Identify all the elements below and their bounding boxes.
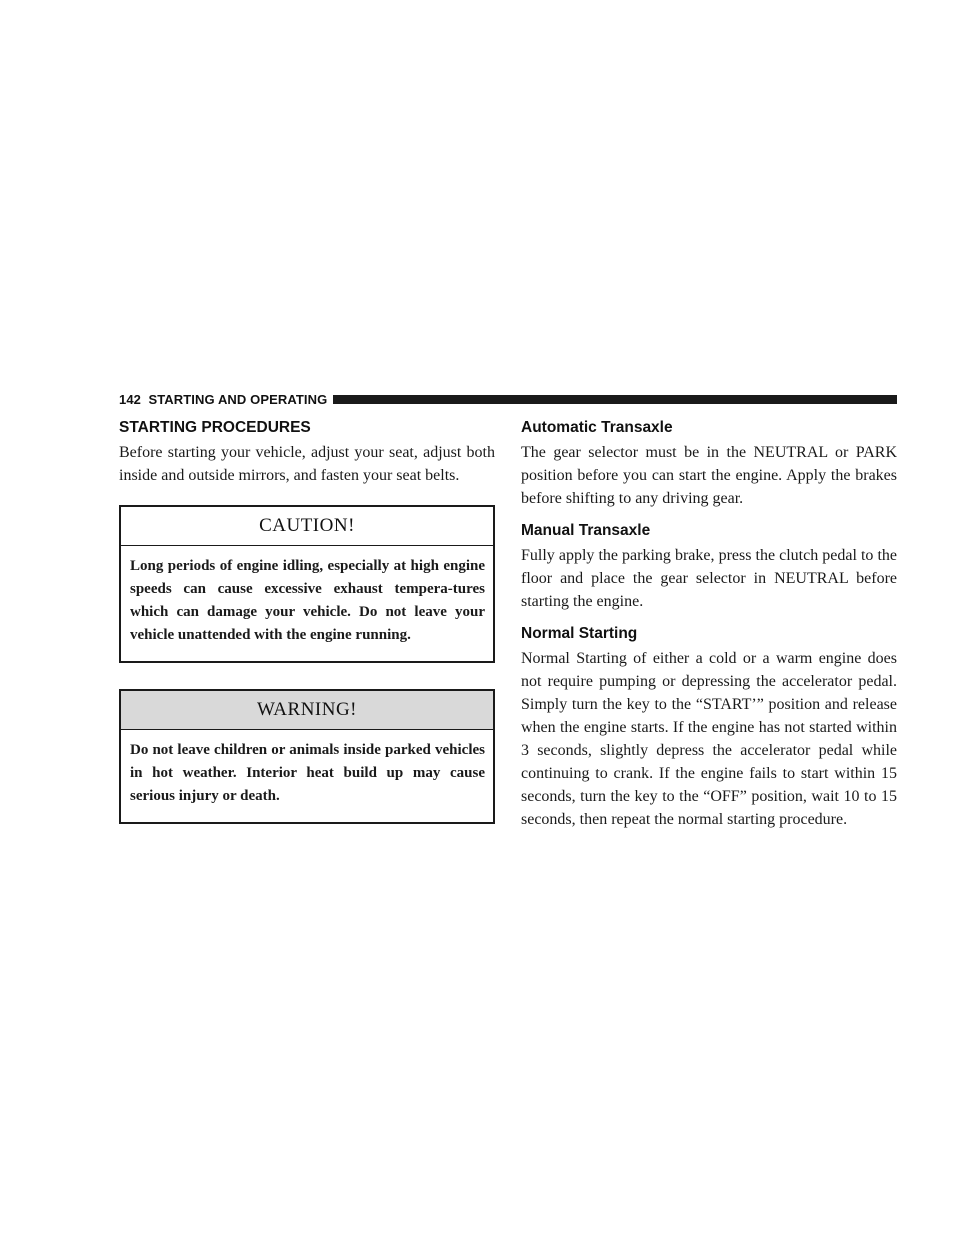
automatic-transaxle-text: The gear selector must be in the NEUTRAL or PARK position before you can start the engine. Apply the brakes before shifting to any driving gear.	[521, 444, 897, 507]
starting-procedures-intro: Before starting your vehicle, adjust your seat, adjust both inside and outside mirrors, and fasten your seat belts.	[119, 444, 495, 484]
section-title: STARTING AND OPERATING	[148, 391, 328, 407]
manual-transaxle-heading: Manual Transaxle	[521, 522, 651, 539]
normal-starting-text: Normal Starting of either a cold or a warm engine does not require pumping or depressing the accelerator pedal. Simply turn the key to the “START’” position and release when the engine starts. If the engine has not started within 3 seconds, slightly depress the accelerator pedal while continuing to crank. If the engine fails to start within 15 seconds, turn the key to the “OFF” position, wait 10 to 15 seconds, then repeat the normal starting procedure.	[521, 650, 897, 828]
right-column	[521, 419, 897, 831]
page-number: 142	[119, 391, 141, 407]
header-rule	[333, 395, 897, 404]
left-column	[119, 419, 495, 824]
warning-text: Do not leave children or animals inside parked vehicles in hot weather. Interior heat build up may cause serious injury or death.	[130, 742, 485, 804]
manual-transaxle-section	[521, 522, 897, 613]
page-header-label	[119, 392, 327, 407]
caution-title: CAUTION!	[121, 507, 493, 546]
normal-starting-heading: Normal Starting	[521, 625, 638, 642]
starting-procedures-heading: STARTING PROCEDURES	[119, 419, 311, 436]
automatic-transaxle-section	[521, 419, 897, 510]
caution-box	[119, 505, 495, 663]
warning-title: WARNING!	[121, 691, 493, 730]
normal-starting-section	[521, 625, 897, 831]
running-header	[119, 391, 897, 407]
warning-box	[119, 689, 495, 824]
caution-text: Long periods of engine idling, especially at high engine speeds can cause excessive exhaust tempera-tures which can damage your vehicle. Do not leave your vehicle unattended with the engine running.	[130, 558, 485, 643]
manual-transaxle-text: Fully apply the parking brake, press the clutch pedal to the floor and place the gear selector in NEUTRAL before starting the engine.	[521, 547, 897, 610]
automatic-transaxle-heading: Automatic Transaxle	[521, 419, 673, 436]
